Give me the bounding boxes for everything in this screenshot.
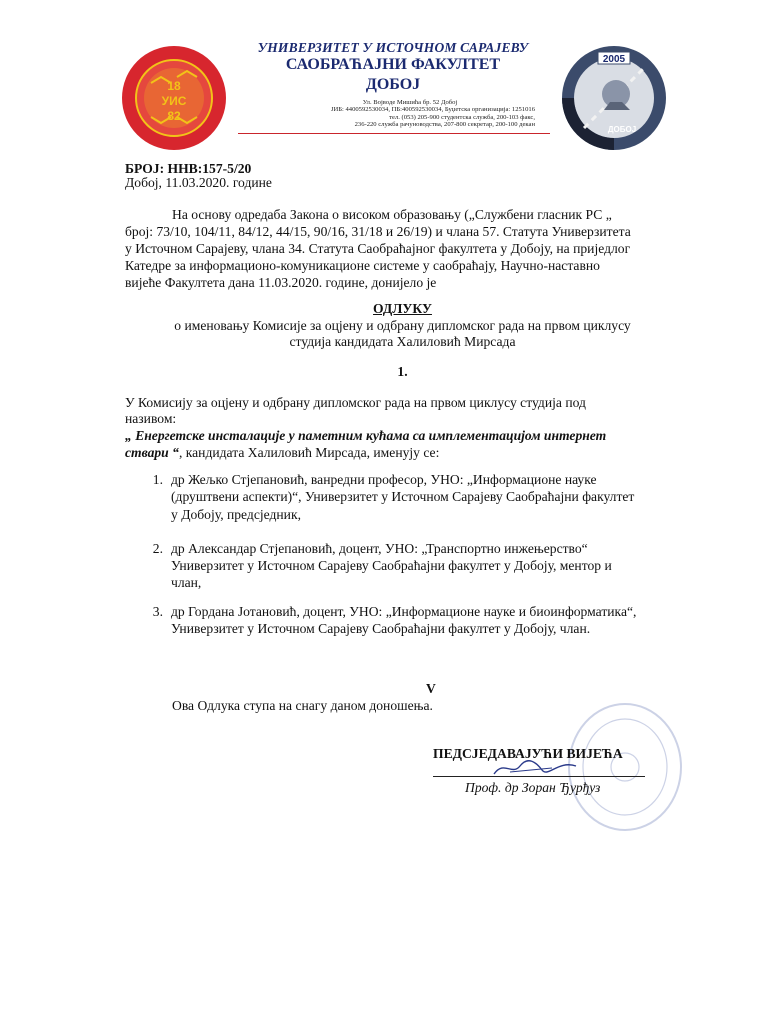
logo-middle-text: УИС (161, 94, 187, 108)
member-2-line-1: др Александар Стјепановић, доцент, УНО: „Транспортно инжењерство“ (171, 541, 588, 556)
member-2-number: 2. (152, 541, 163, 556)
member-1-line-1: др Жељко Стјепановић, ванредни професор, УНО: „Информационе науке (171, 472, 597, 487)
signatory-name: Проф. др Зоран Ђурђуз (465, 780, 601, 795)
preamble-line-4: Катедре за информационо-комуникационе системе у саобраћају, Научно-наставно (125, 258, 600, 273)
preamble-line-3: у Источном Сарајеву, члана 34. Статута Саобраћајног факултета у Добоју, на приједлог (125, 241, 631, 256)
phones-line-2: 236-220 служба рачуноводства, 207-800 секретар, 200-100 декан (354, 121, 535, 129)
letterhead-divider (238, 133, 550, 134)
thesis-title-line-1: „ Енергетске инсталације у паметним кућама са имплементацијом интернет (125, 428, 607, 443)
member-1-line-2: (друштвени аспекти)“, Универзитет у Источном Сарајеву Саобраћајни факултет (171, 489, 635, 504)
member-3-line-1: др Гордана Јотановић, доцент, УНО: „Информационе науке и биоинформатика“, (171, 604, 637, 619)
member-1-number: 1. (152, 472, 163, 487)
faculty-logo (560, 44, 668, 152)
member-3-line-2: Универзитет у Источном Сарајеву Саобраћајни факултет у Добоју, члан. (171, 621, 591, 636)
signature-line (433, 776, 645, 777)
preamble-line-5: вијеће Факултета дана 11.03.2020. године, донијело је (125, 275, 437, 290)
decision-title: ОДЛУКУ (373, 301, 432, 316)
document-place-date: Добој, 11.03.2020. године (125, 175, 272, 190)
faculty-name: САОБРАЋАЈНИ ФАКУЛТЕТ (285, 56, 501, 73)
decision-subtitle-1: о именовању Комисије за оцјену и одбрану дипломског рада на првом циклусу (174, 318, 631, 333)
university-name: УНИВЕРЗИТЕТ У ИСТОЧНОМ САРАЈЕВУ (257, 40, 529, 55)
university-logo (121, 45, 227, 151)
section-5-number: V (426, 681, 436, 696)
member-1-line-3: у Добоју, предсједник, (171, 507, 301, 522)
logo-bottom-number: 82 (167, 109, 181, 123)
ids-line: ЈИБ: 4400592530034, ПБ:400592530034, Буџетска организација: 1251016 (330, 106, 535, 114)
member-2-line-3: члан, (171, 575, 202, 590)
member-3-number: 3. (152, 604, 163, 619)
document-number: БРОЈ: ННВ:157-5/20 (125, 161, 252, 176)
decision-subtitle-2: студија кандидата Халиловић Мирсада (289, 334, 516, 349)
member-2-line-2: Универзитет у Источном Сарајеву Саобраћајни факултет у Добоју, ментор и (171, 558, 612, 573)
preamble-line-2: број: 73/10, 104/11, 84/12, 44/15, 90/16, 31/18 и 26/19) и члана 57. Статута Универзитета (125, 224, 631, 239)
intro-line-1: У Комисију за оцјену и одбрану дипломског рада на првом циклусу студија под (125, 395, 586, 410)
preamble-line-1: На основу одредаба Закона о високом образовању („Службени гласник РС „ (172, 207, 612, 222)
logo-year: 2005 (602, 54, 626, 65)
signature-title: ПЕДСЈЕДАВАЈУЋИ ВИЈЕЋА (433, 746, 623, 761)
effect-statement: Ова Одлука ступа на снагу даном доношења. (172, 698, 433, 713)
intro-line-2: називом: (125, 411, 177, 426)
logo-city: ДОБОЈ (607, 125, 637, 134)
phones-line: тел. (053) 205-900 студентска служба, 200-103 факс, (389, 113, 535, 121)
faculty-city: ДОБОЈ (365, 76, 421, 93)
official-stamp (565, 700, 685, 835)
thesis-candidate-text: , кандидата Халиловић Мирсада, именују се: (178, 445, 440, 460)
logo-top-number: 18 (167, 79, 181, 93)
address-line: Ул. Војводе Мишића бр. 52 Добој (362, 99, 458, 106)
section-1-number: 1. (397, 364, 408, 379)
thesis-title-line-2: ствари “ (125, 445, 179, 460)
